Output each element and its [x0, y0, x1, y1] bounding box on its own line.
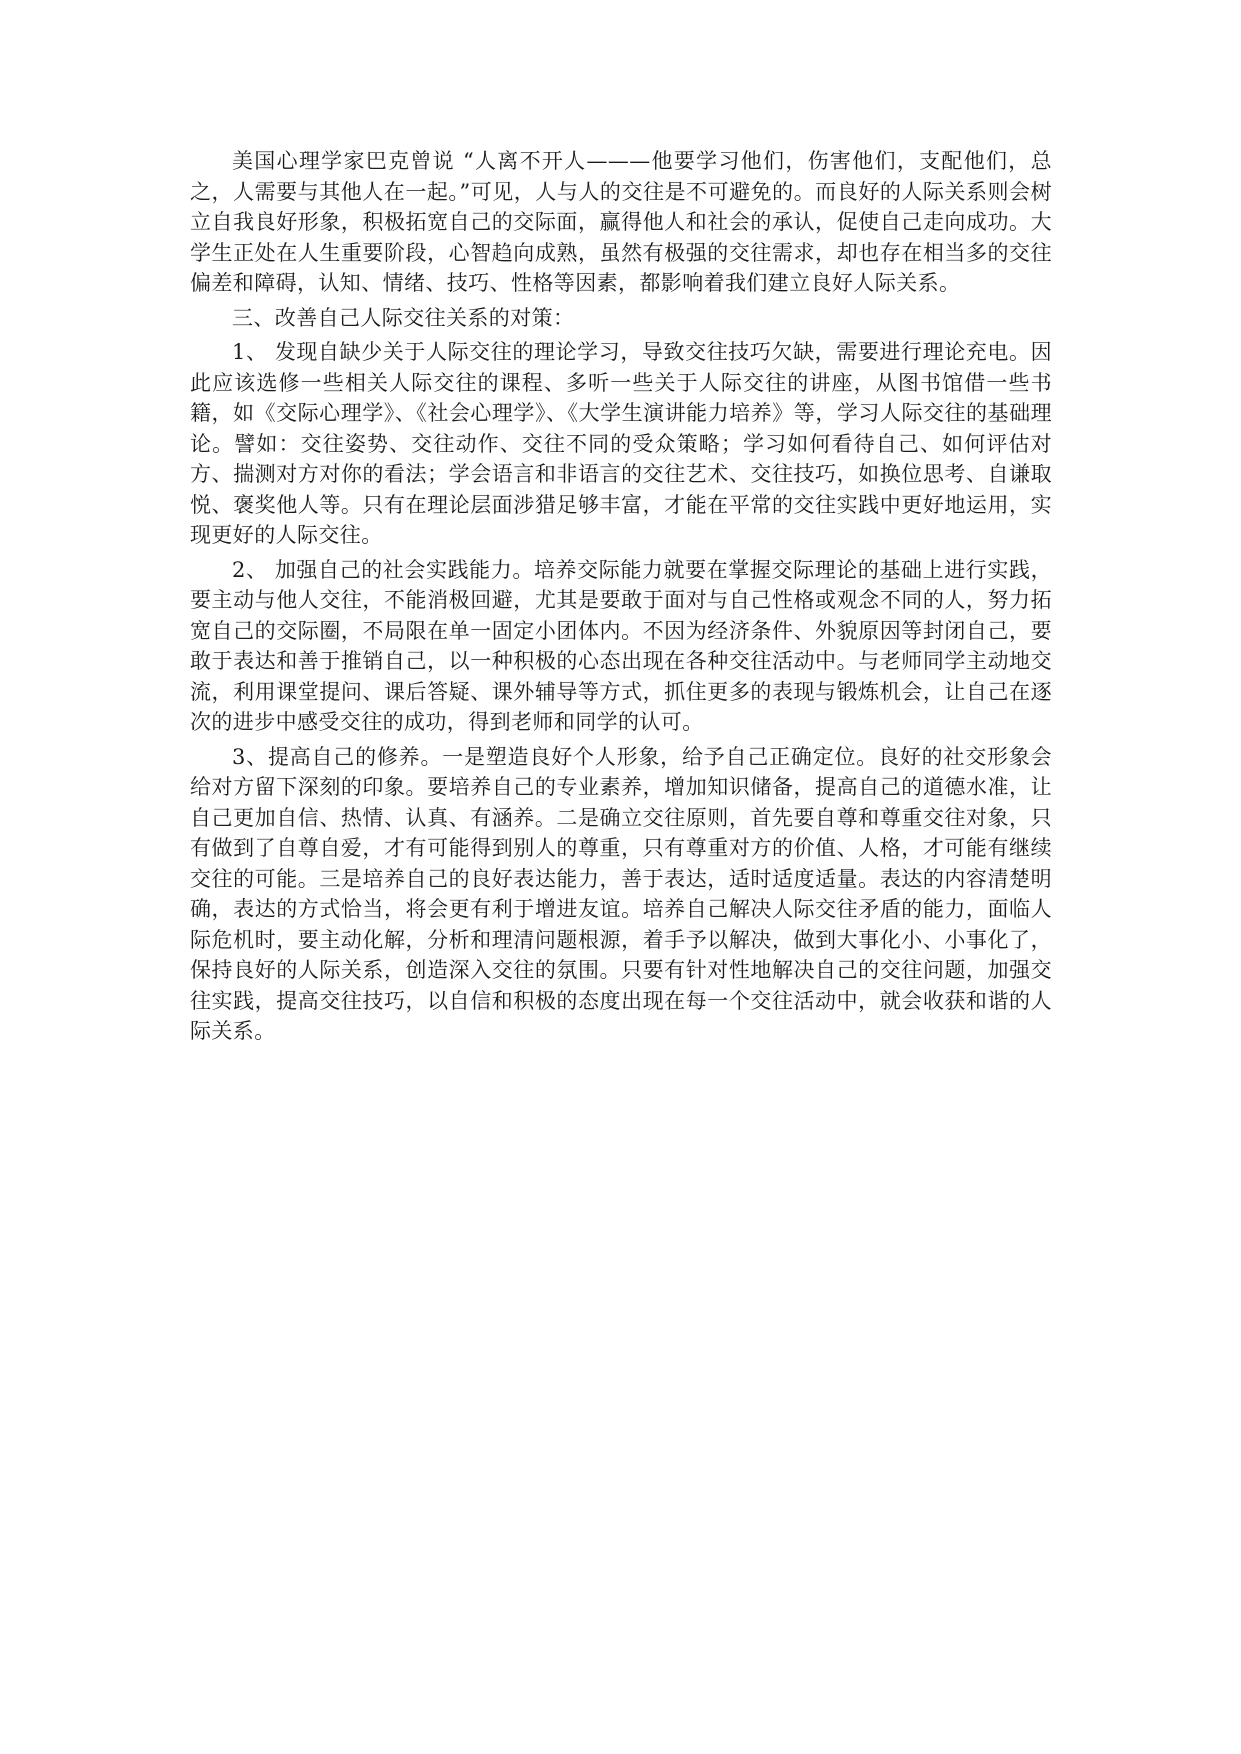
strategy-paragraph-3: 3、提高自己的修养。一是塑造良好个人形象，给予自己正确定位。良好的社交形象会给对方留下深刻的印象。要培养自己的专业素养，增加知识储备，提高自己的道德水准，让自己更加自信、热情、认真、有涵养。二是确立交往原则，首先要自尊和尊重交往对象，只有做到了自尊自爱，才有可能得到别人的尊重，只有尊重对方的价值、人格，才可能有继续交往的可能。三是培养自己的良好表达能力，善于表达，适时适度适量。表达的内容清楚明确，表达的方式恰当，将会更有利于增进友谊。培养自己解决人际交往矛盾的能力，面临人际危机时，要主动化解，分析和理清问题根源，着手予以解决，做到大事化小、小事化了，保持良好的人际关系，创造深入交往的氛围。只要有针对性地解决自己的交往问题，加强交往实践，提高交往技巧，以自信和积极的态度出现在每一个交往活动中，就会收获和谐的人际关系。 — [190, 744, 1052, 1043]
strategy-paragraph-1: 1、 发现自缺少关于人际交往的理论学习，导致交往技巧欠缺，需要进行理论充电。因此应该选修一些相关人际交往的课程、多听一些关于人际交往的讲座，从图书馆借一些书籍，如《交际心理学》、《社会心理学》、《大学生演讲能力培养》等，学习人际交往的基础理论。譬如：交往姿势、交往动作、交往不同的受众策略；学习如何看待自己、如何评估对方、揣测对方对你的看法；学会语言和非语言的交往艺术、交往技巧，如换位思考、自谦取悦、褒奖他人等。只有在理论层面涉猎足够丰富，才能在平常的交往实践中更好地运用，实现更好的人际交往。 — [190, 340, 1052, 547]
document-body — [190, 146, 1052, 1051]
strategy-paragraph-2: 2、 加强自己的社会实践能力。培养交际能力就要在掌握交际理论的基础上进行实践，要主动与他人交往，不能消极回避，尤其是要敢于面对与自己性格或观念不同的人，努力拓宽自己的交际圈，不局限在单一固定小团体内。不因为经济条件、外貌原因等封闭自己，要敢于表达和善于推销自己，以一种积极的心态出现在各种交往活动中。与老师同学主动地交流，利用课堂提问、课后答疑、课外辅导等方式，抓住更多的表现与锻炼机会，让自己在逐次的进步中感受交往的成功，得到老师和同学的认可。 — [190, 557, 1052, 734]
section-heading: 三、改善自己人际交往关系的对策： — [232, 305, 575, 330]
intro-paragraph: 美国心理学家巴克曾说 “人离不开人———他要学习他们，伤害他们，支配他们，总之，人需要与其他人在一起。”可见，人与人的交往是不可避免的。而良好的人际关系则会树立自我良好形象，积极拓宽自己的交际面，赢得他人和社会的承认，促使自己走向成功。大学生正处在人生重要阶段，心智趋向成熟，虽然有极强的交往需求，却也存在相当多的交往偏差和障碍，认知、情绪、技巧、性格等因素，都影响着我们建立良好人际关系。 — [190, 149, 1052, 295]
